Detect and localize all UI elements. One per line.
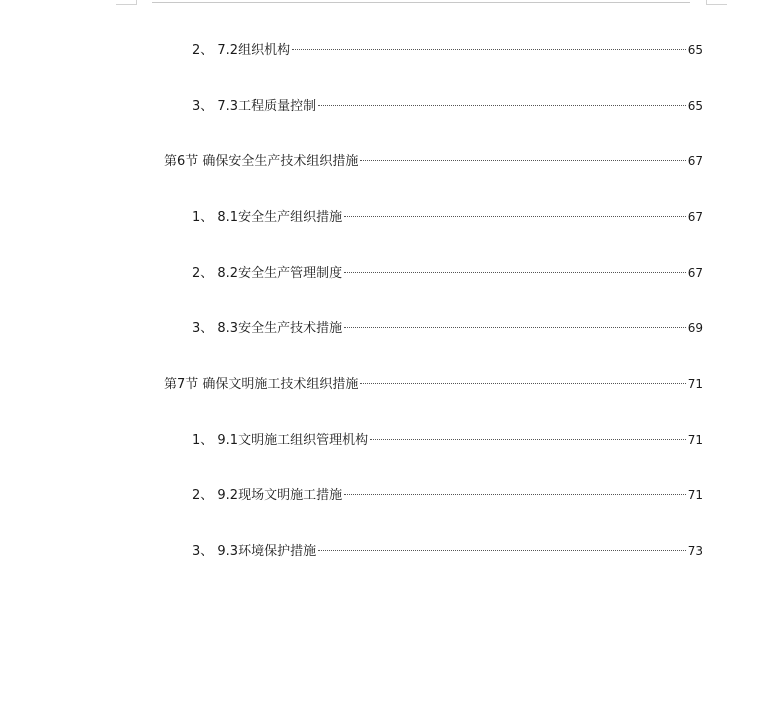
toc-entry-label: 3、 8.3安全生产技术措施 <box>192 321 343 336</box>
toc-entry-label: 2、 9.2现场文明施工措施 <box>192 488 343 503</box>
toc-entry-label: 1、 8.1安全生产组织措施 <box>192 210 343 225</box>
toc-section-entry[interactable] <box>164 152 703 170</box>
toc-page-number: 71 <box>687 433 703 447</box>
toc-dot-leader <box>344 327 686 328</box>
crop-mark-left <box>116 0 137 5</box>
toc-page-number: 65 <box>687 99 703 113</box>
toc-entry[interactable] <box>192 97 703 115</box>
toc-entry[interactable] <box>192 486 703 504</box>
toc-entry-label: 第7节 确保文明施工技术组织措施 <box>164 377 359 392</box>
toc-entry-label: 3、 7.3工程质量控制 <box>192 99 317 114</box>
page-top-rule <box>152 2 690 3</box>
toc-entry-label: 2、 7.2组织机构 <box>192 43 291 58</box>
toc-entry-label: 1、 9.1文明施工组织管理机构 <box>192 433 369 448</box>
toc-dot-leader <box>344 272 686 273</box>
crop-mark-right <box>706 0 727 5</box>
toc-entry[interactable] <box>192 431 703 449</box>
toc-dot-leader <box>344 216 686 217</box>
toc-entry[interactable] <box>192 41 703 59</box>
toc-section-entry[interactable] <box>164 375 703 393</box>
toc-dot-leader <box>370 439 686 440</box>
toc-dot-leader <box>318 550 686 551</box>
toc-page-number: 69 <box>687 321 703 335</box>
toc-entry-label: 3、 9.3环境保护措施 <box>192 544 317 559</box>
toc-dot-leader <box>318 105 686 106</box>
toc-entry[interactable] <box>192 264 703 282</box>
toc-page-number: 67 <box>687 154 703 168</box>
toc-entry[interactable] <box>192 542 703 560</box>
toc-page-number: 71 <box>687 488 703 502</box>
toc-page-number: 65 <box>687 43 703 57</box>
toc-dot-leader <box>360 160 685 161</box>
toc-page-number: 67 <box>687 266 703 280</box>
toc-entry[interactable] <box>192 319 703 337</box>
toc-page-number: 67 <box>687 210 703 224</box>
toc-entry-label: 2、 8.2安全生产管理制度 <box>192 266 343 281</box>
toc-dot-leader <box>344 494 686 495</box>
toc-dot-leader <box>360 383 685 384</box>
toc-entry-label: 第6节 确保安全生产技术组织措施 <box>164 154 359 169</box>
toc-entry[interactable] <box>192 208 703 226</box>
toc-page-number: 73 <box>687 544 703 558</box>
toc-dot-leader <box>292 49 686 50</box>
toc-page-number: 71 <box>687 377 703 391</box>
